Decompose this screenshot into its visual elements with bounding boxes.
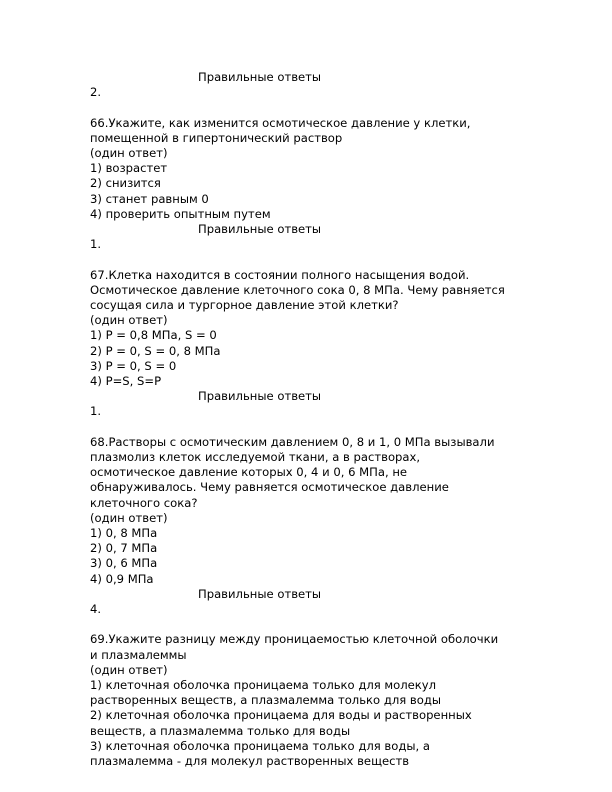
question-text: осмотическое давление которых 0, 4 и 0, 6 МПа, не: [90, 465, 408, 480]
question-69: [90, 632, 530, 769]
question-text: клеточного сока?: [90, 495, 198, 510]
answer-mode: (один ответ): [90, 510, 168, 525]
answer-value: 1.: [90, 237, 102, 252]
answer-value: 4.: [90, 602, 102, 617]
question-text: помещенной в гипертонический раствор: [90, 130, 343, 145]
answer-value: 1.: [90, 404, 102, 419]
option-2-cont: веществ, а плазмалемма только для воды: [90, 723, 351, 738]
answers-label: Правильные ответы: [198, 586, 322, 601]
option-2: 2) Р = 0, S = 0, 8 МПа: [90, 343, 221, 358]
answers-label: Правильные ответы: [198, 70, 322, 84]
option-3: 3) 0, 6 МПа: [90, 556, 158, 571]
option-3-cont: плазмалемма - для молекул растворенных веществ: [90, 754, 410, 769]
option-4: 4) 0,9 МПа: [90, 571, 154, 586]
question-66: [90, 116, 530, 253]
answer-mode: (один ответ): [90, 662, 168, 677]
answer-value: 2.: [90, 85, 102, 100]
question-text: плазмолиз клеток исследуемой ткани, а в растворах,: [90, 450, 421, 465]
question-text: обнаруживалось. Чему равняется осмотическое давление: [90, 480, 449, 495]
option-4: 4) P=S, S=P: [90, 374, 162, 389]
answers-label: Правильные ответы: [198, 389, 322, 404]
question-text: 69.Укажите разницу между проницаемостью клеточной оболочки: [90, 632, 499, 647]
option-2: 2) снизится: [90, 176, 161, 191]
option-3: 3) станет равным 0: [90, 191, 209, 206]
question-text: 68.Растворы с осмотическим давлением 0, 8 и 1, 0 МПа вызывали: [90, 434, 495, 449]
option-1: 1) клеточная оболочка проницаема только для молекул: [90, 678, 437, 693]
answers-label: Правильные ответы: [198, 222, 322, 237]
option-1-cont: растворенных веществ, а плазмалемма только для воды: [90, 693, 441, 708]
question-text: и плазмалеммы: [90, 647, 187, 662]
question-text: 66.Укажите, как изменится осмотическое давление у клетки,: [90, 115, 471, 130]
answer-mode: (один ответ): [90, 146, 168, 160]
question-68: [90, 435, 530, 617]
option-1: 1) Р = 0,8 МПа, S = 0: [90, 328, 217, 343]
answer-mode: (один ответ): [90, 313, 168, 328]
option-2: 2) клеточная оболочка проницаема для воды и растворенных: [90, 708, 472, 723]
option-3: 3) Р = 0, S = 0: [90, 358, 177, 373]
option-4: 4) проверить опытным путем: [90, 206, 271, 221]
option-3: 3) клеточная оболочка проницаема только для воды, а: [90, 738, 430, 753]
option-2: 2) 0, 7 МПа: [90, 541, 158, 556]
question-text: 67.Клетка находится в состоянии полного насыщения водой.: [90, 267, 470, 282]
question-67: [90, 268, 530, 420]
option-1: 1) 0, 8 МПа: [90, 526, 158, 541]
question-text: сосущая сила и тургорное давление этой клетки?: [90, 298, 399, 313]
question-text: Осмотическое давление клеточного сока 0, 8 МПа. Чему равняется: [90, 282, 505, 297]
option-1: 1) возрастет: [90, 161, 168, 176]
document-content: [90, 70, 530, 769]
